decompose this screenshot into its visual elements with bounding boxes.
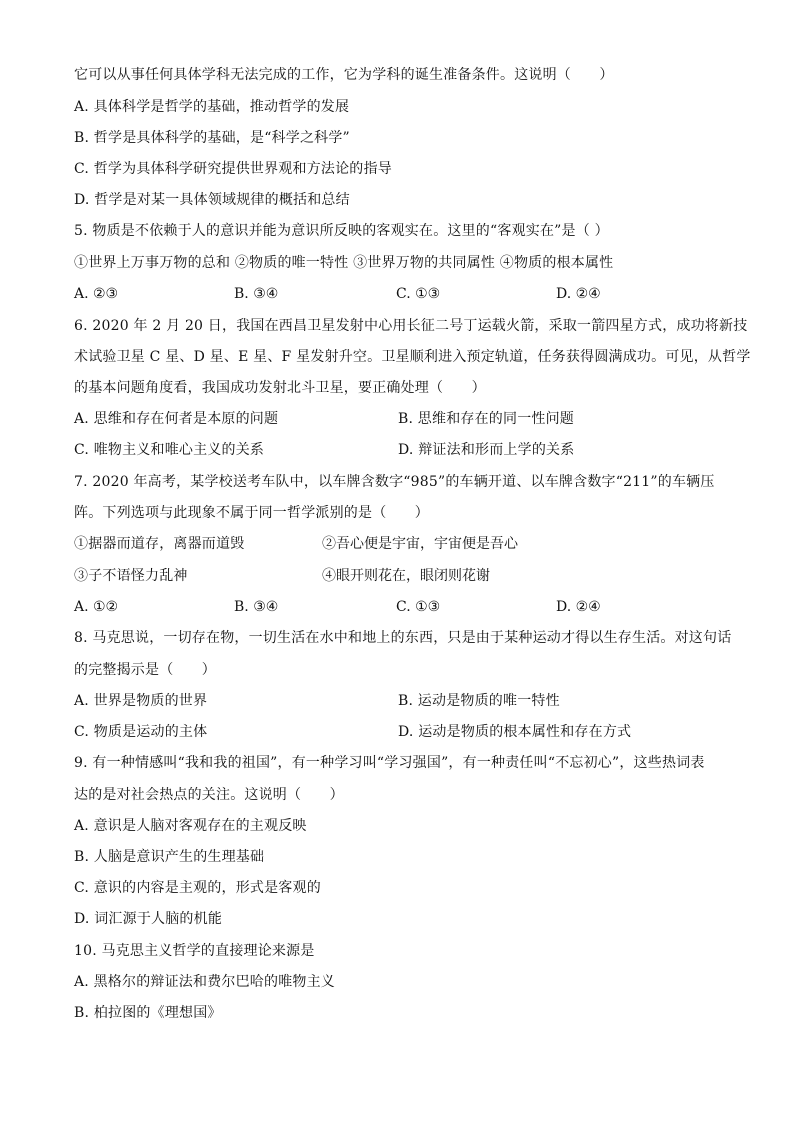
q6-stem-line1: 6. 2020 年 2 月 20 日，我国在西昌卫星发射中心用长征二号丁运载火箭，采取一箭四星方式，成功将新技 bbox=[74, 318, 748, 334]
q9-option-c: C. 意识的内容是主观的，形式是客观的 bbox=[74, 880, 321, 896]
q9-stem-line2: 达的是对社会热点的关注。这说明（ ） bbox=[74, 787, 344, 803]
q7-option-b: B. ③④ bbox=[234, 599, 279, 615]
q8-option-a: A. 世界是物质的世界 bbox=[74, 693, 208, 709]
q5-option-b: B. ③④ bbox=[234, 286, 279, 302]
q8-option-d: D. 运动是物质的根本属性和存在方式 bbox=[398, 724, 632, 740]
q4-option-b: B. 哲学是具体科学的基础，是“科学之科学” bbox=[74, 130, 350, 146]
q5-option-a: A. ②③ bbox=[74, 286, 119, 302]
q9-stem-line1: 9. 有一种情感叫“我和我的祖国”，有一种学习叫“学习强国”，有一种责任叫“不忘初心”，这些热词表 bbox=[74, 755, 705, 771]
q6-stem-line3: 的基本问题角度看，我国成功发射北斗卫星，要正确处理（ ） bbox=[74, 380, 486, 396]
q6-option-c: C. 唯物主义和唯心主义的关系 bbox=[74, 442, 265, 458]
q7-option-c: C. ①③ bbox=[396, 599, 441, 615]
q10-option-b: B. 柏拉图的《理想国》 bbox=[74, 1005, 222, 1021]
q7-statement-1: ①据器而道存，离器而道毁 bbox=[74, 536, 245, 552]
q4-stem-cont: 它可以从事任何具体学科无法完成的工作，它为学科的诞生准备条件。这说明（ ） bbox=[74, 67, 614, 83]
q8-stem-line2: 的完整揭示是（ ） bbox=[74, 662, 216, 678]
q7-stem-line1: 7. 2020 年高考，某学校送考车队中，以车牌含数字“985”的车辆开道、以车牌含数字“211”的车辆压 bbox=[74, 474, 715, 490]
q4-option-c: C. 哲学为具体科学研究提供世界观和方法论的指导 bbox=[74, 161, 392, 177]
q8-option-c: C. 物质是运动的主体 bbox=[74, 724, 208, 740]
q4-option-a: A. 具体科学是哲学的基础，推动哲学的发展 bbox=[74, 99, 350, 115]
q7-option-d: D. ②④ bbox=[556, 599, 601, 615]
q5-option-d: D. ②④ bbox=[556, 286, 601, 302]
q6-option-a: A. 思维和存在何者是本原的问题 bbox=[74, 411, 279, 427]
q9-option-a: A. 意识是人脑对客观存在的主观反映 bbox=[74, 818, 307, 834]
q6-option-b: B. 思维和存在的同一性问题 bbox=[398, 411, 574, 427]
q10-option-a: A. 黑格尔的辩证法和费尔巴哈的唯物主义 bbox=[74, 974, 336, 990]
q9-option-b: B. 人脑是意识产生的生理基础 bbox=[74, 849, 265, 865]
q7-statement-3: ③子不语怪力乱神 bbox=[74, 568, 188, 584]
q5-option-c: C. ①③ bbox=[396, 286, 441, 302]
q9-option-d: D. 词汇源于人脑的机能 bbox=[74, 911, 223, 927]
q7-statement-2: ②吾心便是宇宙，宇宙便是吾心 bbox=[322, 536, 518, 552]
q4-option-d: D. 哲学是对某一具体领域规律的概括和总结 bbox=[74, 192, 350, 208]
q6-stem-line2: 术试验卫星 C 星、D 星、E 星、F 星发射升空。卫星顺利进入预定轨道，任务获得圆满成功。可见，从哲学 bbox=[74, 349, 751, 365]
q8-option-b: B. 运动是物质的唯一特性 bbox=[398, 693, 560, 709]
q7-statement-4: ④眼开则花在，眼闭则花谢 bbox=[322, 568, 490, 584]
q7-stem-line2: 阵。下列选项与此现象不属于同一哲学派别的是（ ） bbox=[74, 505, 429, 521]
q5-stem: 5. 物质是不依赖于人的意识并能为意识所反映的客观实在。这里的“客观实在”是（ ） bbox=[74, 223, 609, 239]
q8-stem-line1: 8. 马克思说，一切存在物，一切生活在水中和地上的东西，只是由于某种运动才得以生存生活。对这句话 bbox=[74, 630, 732, 646]
q5-statements: ①世界上万事万物的总和 ②物质的唯一特性 ③世界万物的共同属性 ④物质的根本属性 bbox=[74, 255, 614, 271]
q6-option-d: D. 辩证法和形而上学的关系 bbox=[398, 442, 575, 458]
q7-option-a: A. ①② bbox=[74, 599, 119, 615]
q10-stem: 10. 马克思主义哲学的直接理论来源是 bbox=[74, 943, 315, 959]
